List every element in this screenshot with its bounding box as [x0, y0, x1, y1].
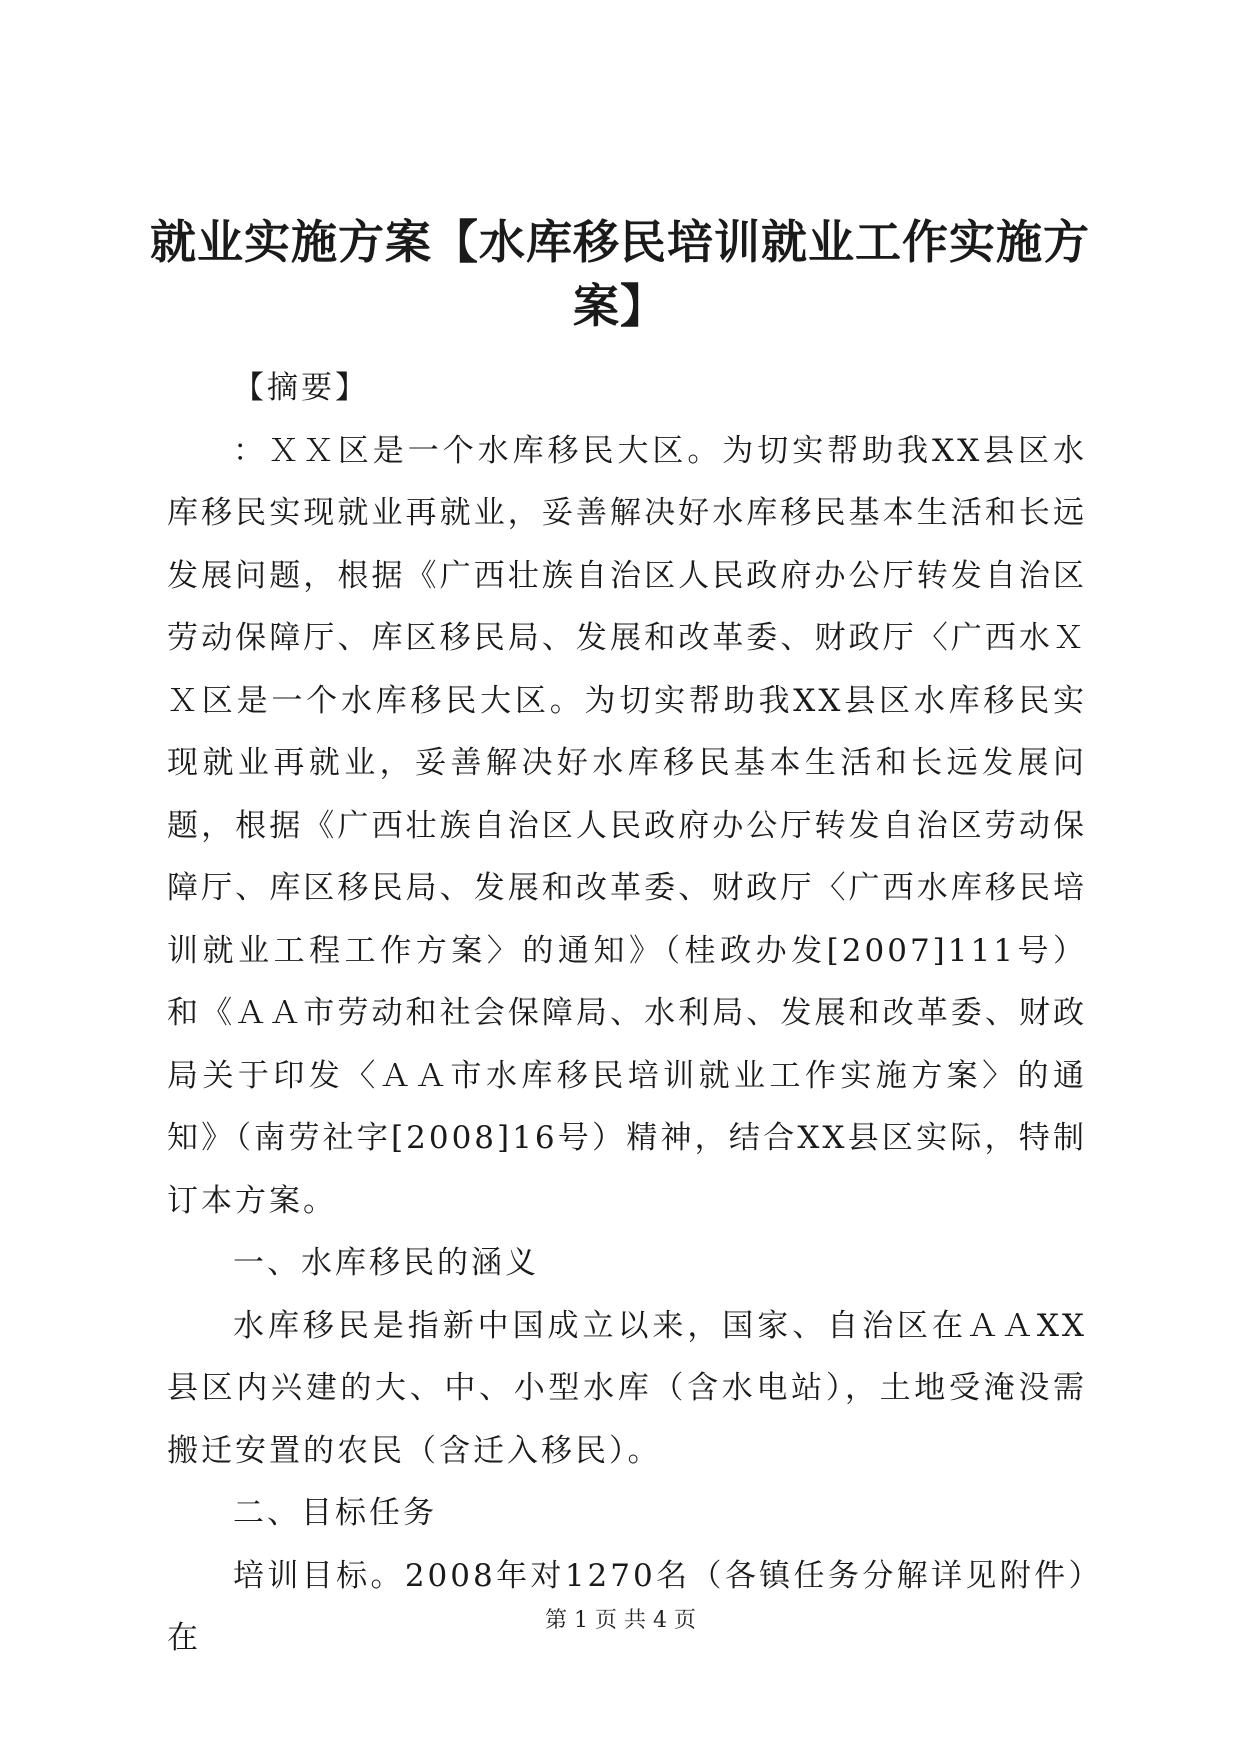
abstract-paragraph: ：ＸＸ区是一个水库移民大区。为切实帮助我XX县区水库移民实现就业再就业，妥善解决好水库移民基本生活和长远发展问题，根据《广西壮族自治区人民政府办公厅转发自治区劳动保障厅、库区移民局、发展和改革委、财政厅〈广西水ＸＸ区是一个水库移民大区。为切实帮助我XX县区水库移民实现就业再就业，妥善解决好水库移民基本生活和长远发展问题，根据《广西壮族自治区人民政府办公厅转发自治区劳动保障厅、库区移民局、发展和改革委、财政厅〈广西水库移民培训就业工程工作方案〉的通知》（桂政办发[2007]111号）和《ＡＡ市劳动和社会保障局、水利局、发展和改革委、财政局关于印发〈ＡＡ市水库移民培训就业工作实施方案〉的通知》（南劳社字[2008]16号）精神，结合XX县区实际，特制订本方案。	[167, 432, 1087, 1219]
section-paragraph-2: 培训目标。2008年对1270名（各镇任务分解详见附件）在	[167, 1557, 1087, 1656]
page-number-footer: 第 1 页 共 4 页	[545, 1608, 696, 1633]
document-body	[167, 357, 1087, 1670]
abstract-heading: 【摘要】	[233, 370, 369, 406]
section-paragraph-1: 水库移民是指新中国成立以来，国家、自治区在ＡＡXX县区内兴建的大、中、小型水库（含水电站），土地受淹没需搬迁安置的农民（含迁入移民）。	[167, 1307, 1087, 1469]
section-heading-1: 一、水库移民的涵义	[233, 1245, 539, 1281]
document-title: 就业实施方案【水库移民培训就业工作实施方案】	[150, 215, 1090, 333]
section-heading-2: 二、目标任务	[233, 1495, 437, 1531]
